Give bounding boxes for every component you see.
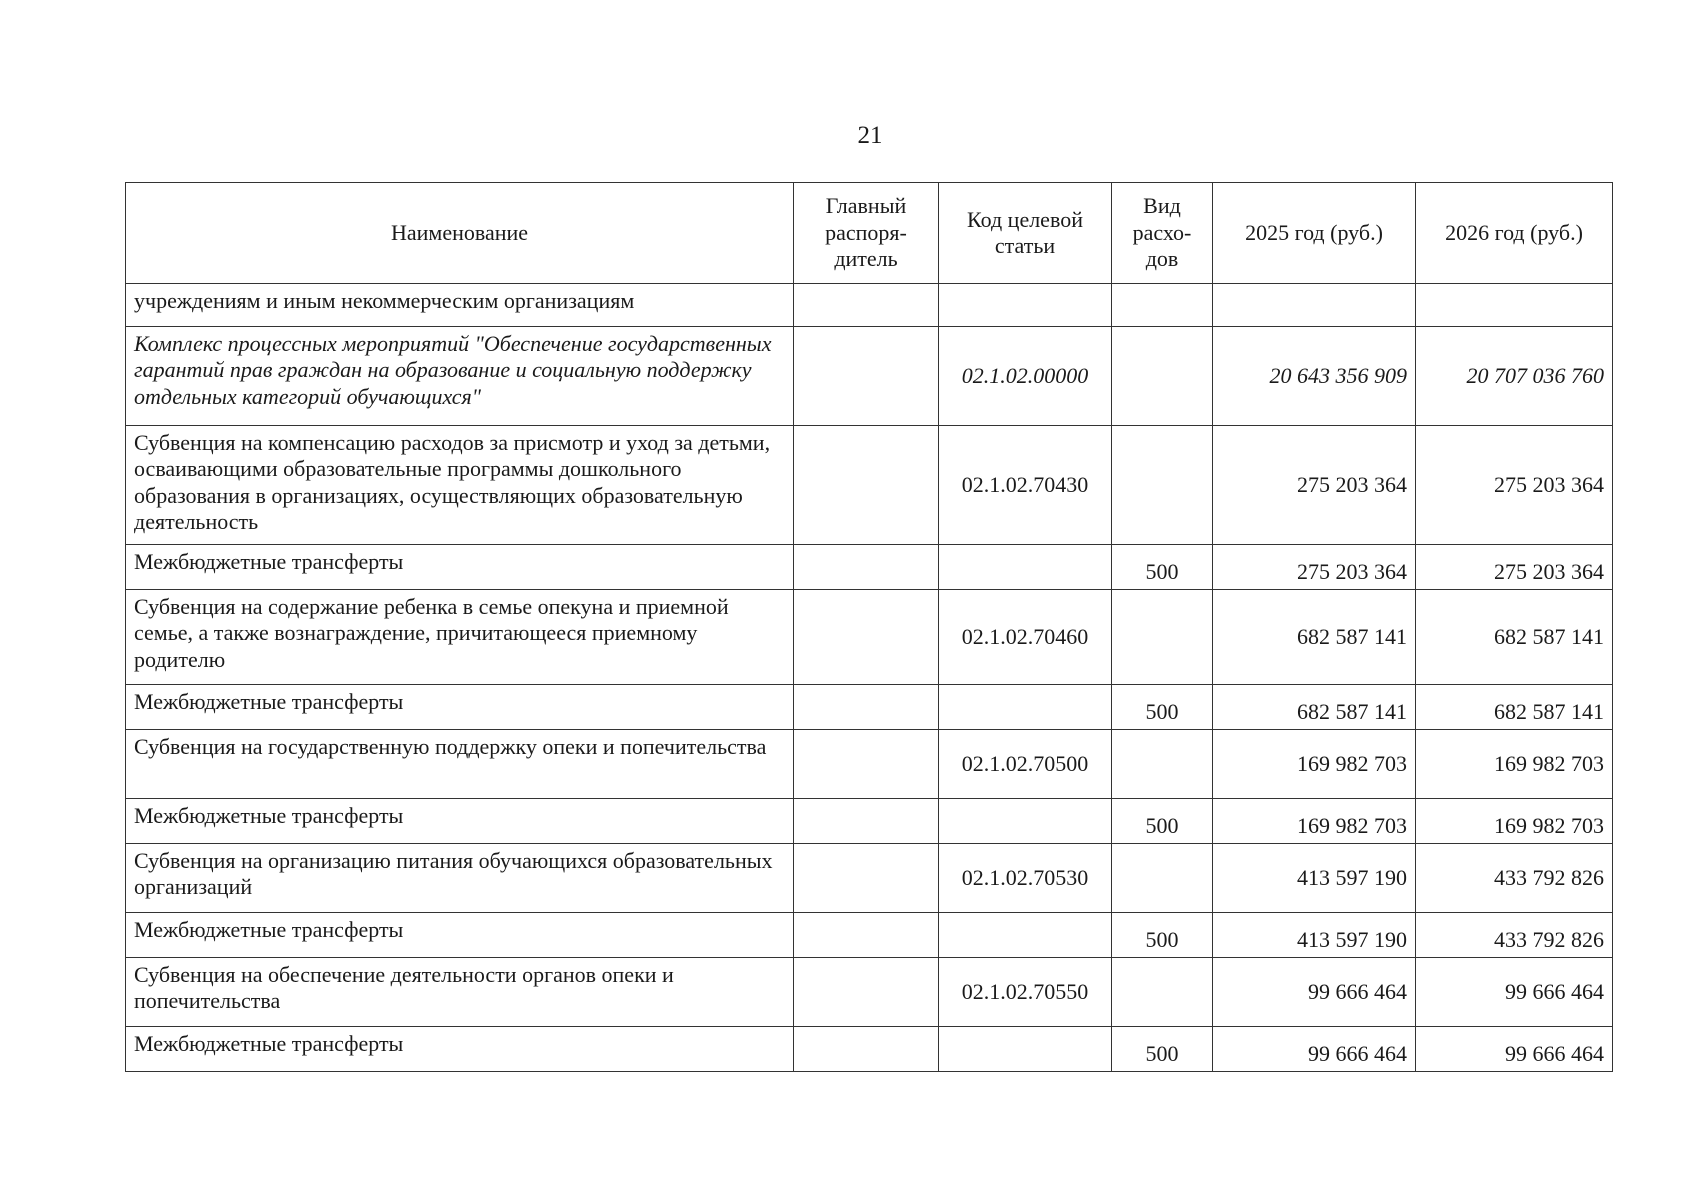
row-name: Комплекс процессных мероприятий "Обеспечение государственных гарантий прав граждан на образование и социальную поддержку отдельных категорий обучающихся" bbox=[126, 327, 794, 426]
header-kind: Вид расхо-дов bbox=[1112, 183, 1213, 284]
row-amount-2026: 275 203 364 bbox=[1416, 426, 1613, 545]
row-kind bbox=[1112, 590, 1213, 685]
row-amount-2025: 169 982 703 bbox=[1213, 799, 1416, 844]
row-admin bbox=[794, 426, 939, 545]
row-kind: 500 bbox=[1112, 799, 1213, 844]
row-code: 02.1.02.70530 bbox=[939, 844, 1112, 913]
row-code bbox=[939, 685, 1112, 730]
row-kind bbox=[1112, 958, 1213, 1027]
table-row bbox=[126, 799, 1613, 844]
row-amount-2025: 20 643 356 909 bbox=[1213, 327, 1416, 426]
row-code: 02.1.02.00000 bbox=[939, 327, 1112, 426]
row-amount-2026: 99 666 464 bbox=[1416, 1027, 1613, 1072]
header-name: Наименование bbox=[126, 183, 794, 284]
header-code: Код целевой статьи bbox=[939, 183, 1112, 284]
row-code: 02.1.02.70430 bbox=[939, 426, 1112, 545]
row-admin bbox=[794, 1027, 939, 1072]
row-code bbox=[939, 284, 1112, 327]
table-row bbox=[126, 1027, 1613, 1072]
row-admin bbox=[794, 730, 939, 799]
row-name: учреждениям и иным некоммерческим организациям bbox=[126, 284, 794, 327]
row-name: Межбюджетные трансферты bbox=[126, 799, 794, 844]
table-row bbox=[126, 426, 1613, 545]
row-amount-2025: 275 203 364 bbox=[1213, 426, 1416, 545]
row-name: Межбюджетные трансферты bbox=[126, 685, 794, 730]
row-amount-2025 bbox=[1213, 284, 1416, 327]
table-row bbox=[126, 284, 1613, 327]
row-amount-2025: 99 666 464 bbox=[1213, 958, 1416, 1027]
row-admin bbox=[794, 958, 939, 1027]
table-row bbox=[126, 913, 1613, 958]
table-row bbox=[126, 730, 1613, 799]
row-admin bbox=[794, 545, 939, 590]
row-name: Субвенция на организацию питания обучающихся образовательных организаций bbox=[126, 844, 794, 913]
row-amount-2025: 99 666 464 bbox=[1213, 1027, 1416, 1072]
header-year-2026: 2026 год (руб.) bbox=[1416, 183, 1613, 284]
budget-table bbox=[125, 182, 1613, 1072]
table-row bbox=[126, 590, 1613, 685]
row-name: Межбюджетные трансферты bbox=[126, 545, 794, 590]
row-code: 02.1.02.70500 bbox=[939, 730, 1112, 799]
row-name: Субвенция на содержание ребенка в семье опекуна и приемной семье, а также вознаграждение, причитающееся приемному родителю bbox=[126, 590, 794, 685]
row-kind bbox=[1112, 426, 1213, 545]
table-row bbox=[126, 545, 1613, 590]
row-amount-2025: 682 587 141 bbox=[1213, 590, 1416, 685]
row-amount-2025: 169 982 703 bbox=[1213, 730, 1416, 799]
row-amount-2026: 169 982 703 bbox=[1416, 730, 1613, 799]
row-code: 02.1.02.70460 bbox=[939, 590, 1112, 685]
row-admin bbox=[794, 844, 939, 913]
row-amount-2025: 275 203 364 bbox=[1213, 545, 1416, 590]
row-amount-2026: 169 982 703 bbox=[1416, 799, 1613, 844]
row-kind: 500 bbox=[1112, 1027, 1213, 1072]
row-kind: 500 bbox=[1112, 685, 1213, 730]
row-name: Субвенция на государственную поддержку опеки и попечительства bbox=[126, 730, 794, 799]
row-name: Межбюджетные трансферты bbox=[126, 1027, 794, 1072]
table-row bbox=[126, 327, 1613, 426]
row-code bbox=[939, 545, 1112, 590]
row-name: Межбюджетные трансферты bbox=[126, 913, 794, 958]
table-row bbox=[126, 844, 1613, 913]
row-amount-2025: 413 597 190 bbox=[1213, 844, 1416, 913]
row-amount-2026: 20 707 036 760 bbox=[1416, 327, 1613, 426]
row-admin bbox=[794, 284, 939, 327]
row-admin bbox=[794, 327, 939, 426]
row-name: Субвенция на компенсацию расходов за присмотр и уход за детьми, осваивающими образовательные программы дошкольного образования в организациях, осуществляющих образовательную деятельность bbox=[126, 426, 794, 545]
row-kind bbox=[1112, 844, 1213, 913]
row-amount-2025: 682 587 141 bbox=[1213, 685, 1416, 730]
table-row bbox=[126, 685, 1613, 730]
row-code: 02.1.02.70550 bbox=[939, 958, 1112, 1027]
row-code bbox=[939, 1027, 1112, 1072]
row-admin bbox=[794, 590, 939, 685]
row-admin bbox=[794, 685, 939, 730]
row-code bbox=[939, 913, 1112, 958]
row-name: Субвенция на обеспечение деятельности органов опеки и попечительства bbox=[126, 958, 794, 1027]
row-kind bbox=[1112, 730, 1213, 799]
row-amount-2026: 99 666 464 bbox=[1416, 958, 1613, 1027]
table-header-row bbox=[126, 183, 1613, 284]
row-kind: 500 bbox=[1112, 545, 1213, 590]
row-amount-2026: 433 792 826 bbox=[1416, 913, 1613, 958]
table-row bbox=[126, 958, 1613, 1027]
row-kind bbox=[1112, 327, 1213, 426]
header-year-2025: 2025 год (руб.) bbox=[1213, 183, 1416, 284]
row-amount-2026: 682 587 141 bbox=[1416, 590, 1613, 685]
row-kind: 500 bbox=[1112, 913, 1213, 958]
row-admin bbox=[794, 799, 939, 844]
page-number: 21 bbox=[857, 122, 883, 149]
row-amount-2026: 433 792 826 bbox=[1416, 844, 1613, 913]
row-code bbox=[939, 799, 1112, 844]
row-amount-2026 bbox=[1416, 284, 1613, 327]
row-kind bbox=[1112, 284, 1213, 327]
row-amount-2025: 413 597 190 bbox=[1213, 913, 1416, 958]
row-amount-2026: 275 203 364 bbox=[1416, 545, 1613, 590]
header-admin: Главный распоря-дитель bbox=[794, 183, 939, 284]
row-admin bbox=[794, 913, 939, 958]
row-amount-2026: 682 587 141 bbox=[1416, 685, 1613, 730]
